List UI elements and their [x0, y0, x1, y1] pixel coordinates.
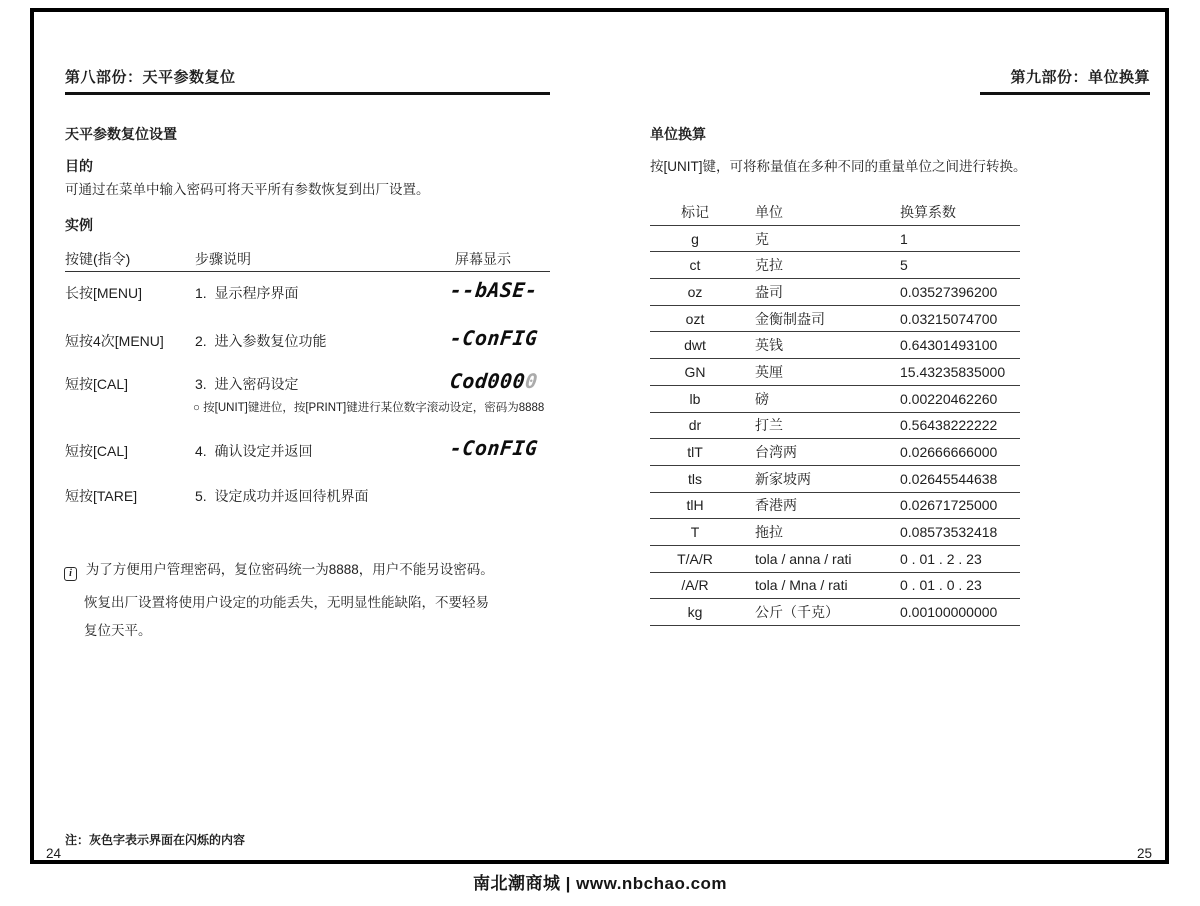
step-key: 短按4次[MENU] [65, 333, 164, 349]
unit-table-row [650, 306, 1020, 333]
lcd-static-part: Cod000 [448, 369, 527, 393]
step-key: 短按[TARE] [65, 488, 138, 504]
unit-name-cell: tola / anna / rati [755, 550, 852, 567]
unit-factor-cell: 0.03215074700 [900, 310, 998, 327]
unit-table-header [650, 199, 1020, 226]
step-desc: 2. 进入参数复位功能 [195, 333, 327, 349]
unit-factor-cell: 0 . 01 . 0 . 23 [900, 577, 982, 594]
unit-table-row [650, 466, 1020, 493]
unit-mark-cell: T/A/R [677, 550, 713, 567]
unit-name-cell: 磅 [755, 390, 769, 407]
unit-name-cell: 英钱 [755, 337, 783, 354]
unit-name-cell: 盎司 [755, 283, 783, 300]
left-section-title: 天平参数复位设置 [65, 126, 177, 142]
unit-table-row [650, 226, 1020, 253]
step-row [65, 436, 565, 467]
unit-mark-cell: T [690, 524, 700, 541]
step-row [65, 486, 565, 512]
step-desc: 3. 进入密码设定 [195, 376, 299, 392]
step-row [65, 278, 565, 309]
step-col-display: 屏幕显示 [455, 251, 511, 267]
step-sub-note: ○ 按[UNIT]键进位，按[PRINT]键进行某位数字滚动设定，密码为8888 [193, 402, 545, 414]
step-key: 短按[CAL] [65, 443, 129, 459]
lcd-display: --bASE- [448, 278, 540, 302]
step-desc: 5. 设定成功并返回待机界面 [195, 488, 369, 504]
unit-name-cell: 拖拉 [755, 524, 783, 541]
unit-mark-cell: dwt [684, 337, 706, 354]
site-footer: 南北潮商城 | www.nbchao.com [472, 874, 728, 893]
info-note-text: 为了方便用户管理密码，复位密码统一为8888，用户不能另设密码。 [85, 562, 494, 577]
left-page-number: 24 [46, 846, 62, 861]
unit-mark-cell: /A/R [681, 577, 709, 594]
unit-name-cell: tola / Mna / rati [755, 577, 848, 594]
unit-table-row [650, 519, 1020, 546]
unit-factor-cell: 0.56438222222 [900, 417, 998, 434]
lcd-flashing-digit: 0 [523, 369, 540, 393]
unit-mark-cell: ozt [685, 310, 705, 327]
step-desc: 4. 确认设定并返回 [195, 443, 313, 459]
unit-name-cell: 公斤（千克） [755, 604, 839, 621]
unit-mark-cell: tlH [686, 497, 704, 514]
unit-table-row [650, 439, 1020, 466]
unit-factor-cell: 15.43235835000 [900, 363, 1006, 380]
unit-name-cell: 台湾两 [755, 444, 797, 461]
unit-mark-cell: oz [687, 283, 703, 300]
warning-text-line1: 恢复出厂设置将使用户设定的功能丢失，无明显性能缺陷，不要轻易 [84, 595, 489, 610]
lcd-display [449, 369, 539, 393]
unit-table-body [650, 226, 1020, 626]
unit-factor-cell: 0.02671725000 [900, 497, 998, 514]
unit-factor-cell: 5 [900, 257, 908, 274]
unit-col-mark: 标记 [681, 203, 709, 220]
example-label: 实例 [65, 217, 93, 233]
right-header-rule [980, 92, 1150, 95]
step-col-desc: 步骤说明 [195, 251, 251, 267]
right-section-title: 单位换算 [650, 126, 706, 142]
unit-table-row [650, 599, 1020, 626]
step-row [65, 326, 565, 357]
unit-mark-cell: tls [688, 470, 702, 487]
unit-factor-cell: 0.00100000000 [900, 604, 998, 621]
unit-col-factor: 换算系数 [900, 203, 956, 220]
left-section-header: 第八部份：天平参数复位 [65, 69, 236, 86]
unit-name-cell: 打兰 [755, 417, 783, 434]
step-header-rule [65, 271, 550, 272]
lcd-display: -ConFIG [448, 436, 540, 460]
unit-factor-cell: 0.00220462260 [900, 390, 998, 407]
unit-table [650, 199, 1020, 626]
gray-flash-footnote: 注：灰色字表示界面在闪烁的内容 [65, 833, 246, 847]
unit-table-row [650, 413, 1020, 440]
unit-name-cell: 克 [755, 230, 769, 247]
unit-factor-cell: 0.02645544638 [900, 470, 998, 487]
warning-text-line2: 复位天平。 [84, 623, 152, 638]
step-key: 长按[MENU] [65, 285, 142, 301]
unit-table-row [650, 573, 1020, 600]
unit-mark-cell: dr [688, 417, 702, 434]
info-icon: i [64, 567, 77, 581]
unit-mark-cell: kg [687, 604, 703, 621]
unit-table-row [650, 386, 1020, 413]
unit-mark-cell: ct [689, 257, 701, 274]
unit-name-cell: 香港两 [755, 497, 797, 514]
unit-table-row [650, 359, 1020, 386]
unit-factor-cell: 0 . 01 . 2 . 23 [900, 550, 982, 567]
unit-factor-cell: 0.03527396200 [900, 283, 998, 300]
unit-factor-cell: 1 [900, 230, 908, 247]
right-page-number: 25 [1136, 846, 1152, 861]
unit-table-row [650, 252, 1020, 279]
unit-name-cell: 金衡制盎司 [755, 310, 825, 327]
unit-factor-cell: 0.64301493100 [900, 337, 998, 354]
unit-name-cell: 新家坡两 [755, 470, 811, 487]
unit-mark-cell: g [691, 230, 699, 247]
step-col-key: 按键(指令) [65, 251, 131, 267]
unit-table-row [650, 332, 1020, 359]
unit-name-cell: 克拉 [755, 257, 783, 274]
unit-name-cell: 英厘 [755, 363, 783, 380]
unit-mark-cell: lb [689, 390, 701, 407]
info-note-row [64, 558, 494, 581]
lcd-display: -ConFIG [448, 326, 540, 350]
step-key: 短按[CAL] [65, 376, 129, 392]
step-row [65, 369, 565, 400]
unit-mark-cell: tlT [687, 444, 703, 461]
unit-col-unit: 单位 [755, 203, 783, 220]
purpose-text: 可通过在菜单中输入密码可将天平所有参数恢复到出厂设置。 [65, 182, 430, 197]
unit-table-row [650, 279, 1020, 306]
purpose-label: 目的 [65, 158, 93, 174]
step-desc: 1. 显示程序界面 [195, 285, 299, 301]
right-section-header: 第九部份：单位换算 [1010, 69, 1150, 86]
unit-table-row [650, 546, 1020, 573]
unit-table-row [650, 493, 1020, 520]
left-header-rule [65, 92, 550, 95]
unit-intro-text: 按[UNIT]键，可将称量值在多种不同的重量单位之间进行转换。 [650, 159, 1027, 174]
unit-factor-cell: 0.02666666000 [900, 444, 998, 461]
unit-mark-cell: GN [684, 363, 706, 380]
unit-factor-cell: 0.08573532418 [900, 524, 998, 541]
